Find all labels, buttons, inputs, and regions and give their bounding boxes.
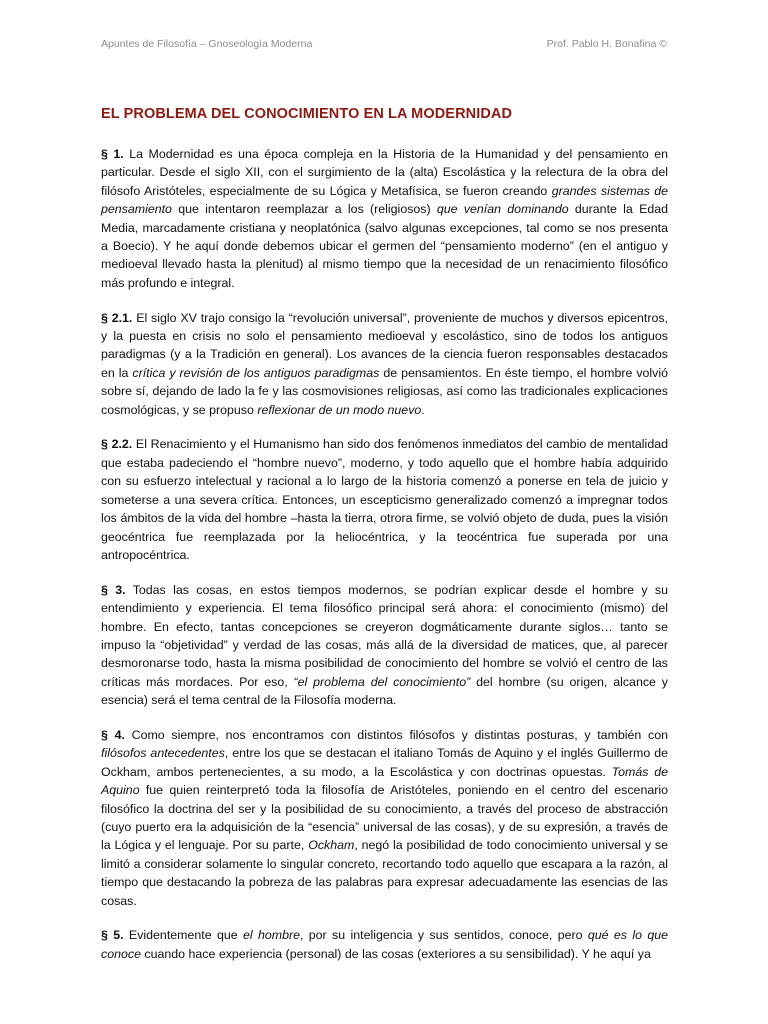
paragraph-text: Como siempre, nos encontramos con distintos filósofos y distintas posturas, y también con [124,727,668,742]
paragraph-emphasis: Tomás de Aquino [101,764,668,798]
paragraph-text: , por su inteligencia y sus sentidos, conoce, pero [299,928,588,943]
paragraph-text: durante la Edad Media, marcadamente cristiana y neoplatónica (salvo algunas excepciones, tal como se nos presenta a Boecio). Y he aquí donde debemos ubicar el germen del “pensamiento moderno” (en el antiguo y medioeval llevado hasta la plenitud) al mismo tiempo que la necesidad de un renacimiento filosófico más profundo e integral. [101,202,669,290]
paragraph-text: . [421,402,425,417]
paragraph-4 [101,726,668,910]
header-course-title: Apuntes de Filosofía – Gnoseología Moderna [101,38,313,50]
paragraph-emphasis: crítica y revisión de los antiguos paradigmas [132,365,380,380]
paragraph-number: § 4. [101,727,125,742]
page-header [101,38,667,50]
paragraph-text: que intentaron reemplazar a los (religiosos) [171,202,437,217]
paragraph-emphasis: grandes sistemas de pensamiento [101,183,668,217]
paragraph-text: , entre los que se destacan el italiano Tomás de Aquino y el inglés Guillermo de Ockham, ambos pertenecientes, a su modo, a la Escolástica y con doctrinas opuestas. [101,746,668,779]
paragraph-1 [101,145,668,292]
paragraph-5 [101,926,668,963]
paragraph-number: § 2.2. [101,437,133,452]
paragraph-number: § 3. [101,582,126,597]
paragraph-number: § 2.1. [101,310,133,325]
paragraph-number: § 1. [101,147,124,161]
document-body [101,145,668,980]
paragraph-emphasis: “el problema del conocimiento” [293,674,471,689]
document-title: EL PROBLEMA DEL CONOCIMIENTO EN LA MODERNIDAD [101,106,513,122]
paragraph-number: § 5. [101,928,124,943]
paragraph-text: Todas las cosas, en estos tiempos modernos, se podrían explicar desde el hombre y su entendimiento y experiencia. El tema filosófico principal será ahora: el conocimiento (mismo) del hombre. En efecto, tantas concepciones se creyeron dogmáticamente durante siglos… tanto se impuso la “objetividad” y verdad de las cosas, más allá de la diversidad de matices, que, al parecer desmoronarse todo, hasta la misma posibilidad de conocimiento del hombre se volvió el centro de las críticas más mordaces. Por eso, [101,582,668,689]
paragraph-emphasis: que venían dominando [436,202,569,217]
paragraph-text: El siglo XV trajo consigo la “revolución universal”, proveniente de muchos y diversos epicentros, y la puesta en crisis no solo el pensamiento medioeval y escolástico, sino de todos los antiguos paradigmas (y a la Tradición en general). Los avances de la ciencia fueron responsables destacados en la [101,310,668,380]
header-author: Prof. Pablo H. Bonafina © [546,38,667,50]
paragraph-emphasis: qué es lo que conoce [101,928,668,961]
paragraph-text: cuando hace experiencia (personal) de las cosas (exteriores a su sensibilidad). Y he aquí ya [140,946,651,961]
paragraph-emphasis: el hombre [242,928,300,943]
paragraph-text: de pensamientos. En éste tiempo, el hombre volvió sobre sí, dejando de lado la fe y las cosmovisiones religiosas, así como las tradicionales explicaciones cosmológicas, y se propuso [101,365,669,417]
paragraph-text: El Renacimiento y el Humanismo han sido dos fenómenos inmediatos del cambio de mentalidad que estaba padeciendo el “hombre nuevo”, moderno, y todo aquello que el hombre había adquirido con su esfuerzo intelectual y racional a lo largo de la historia comenzó a ponerse en tela de juicio y someterse a una severa crítica. Entonces, un escepticismo generalizado comenzó a impregnar todos los ámbitos de la vida del hombre –hasta la tierra, otrora firme, se volvió objeto de duda, pues la visión geocéntrica fue reemplazada por la heliocéntrica, y la teocéntrica fue superada por una antropocéntrica. [101,437,668,562]
paragraph-2-2 [101,435,668,564]
paragraph-3 [101,581,668,710]
paragraph-text: La Modernidad es una época compleja en la Historia de la Humanidad y del pensamiento en particular. Desde el siglo XII, con el surgimiento de la (alta) Escolástica y la relectura de la obra del filósofo Aristóteles, especialmente de su Lógica y Metafísica, se fueron creando [101,147,669,198]
paragraph-2-1 [101,309,668,419]
paragraph-text: Evidentemente que [123,928,243,943]
paragraph-text: , negó la posibilidad de todo conocimiento universal y se limitó a considerar solamente lo singular concreto, recortando todo aquello que escapara a la razón, al tiempo que destacando la pobreza de las palabras para expresar adecuadamente las esencias de las cosas. [101,838,668,908]
paragraph-emphasis: reflexionar de un modo nuevo [257,402,422,417]
paragraph-emphasis: filósofos antecedentes [101,746,225,761]
paragraph-emphasis: Ockham [308,838,355,853]
paragraph-text: del hombre (su origen, alcance y esencia) será el tema central de la Filosofía moderna. [101,674,668,708]
paragraph-text: fue quien reinterpretó toda la filosofía de Aristóteles, poniendo en el centro del escenario filosófico la doctrina del ser y la posibilidad de su conocimiento, a través del proceso de abstracción (cuyo puerto era la adquisición de la “esencia” universal de las cosas), y de su expresión, a través de la Lógica y el lenguaje. Por su parte, [101,783,668,853]
